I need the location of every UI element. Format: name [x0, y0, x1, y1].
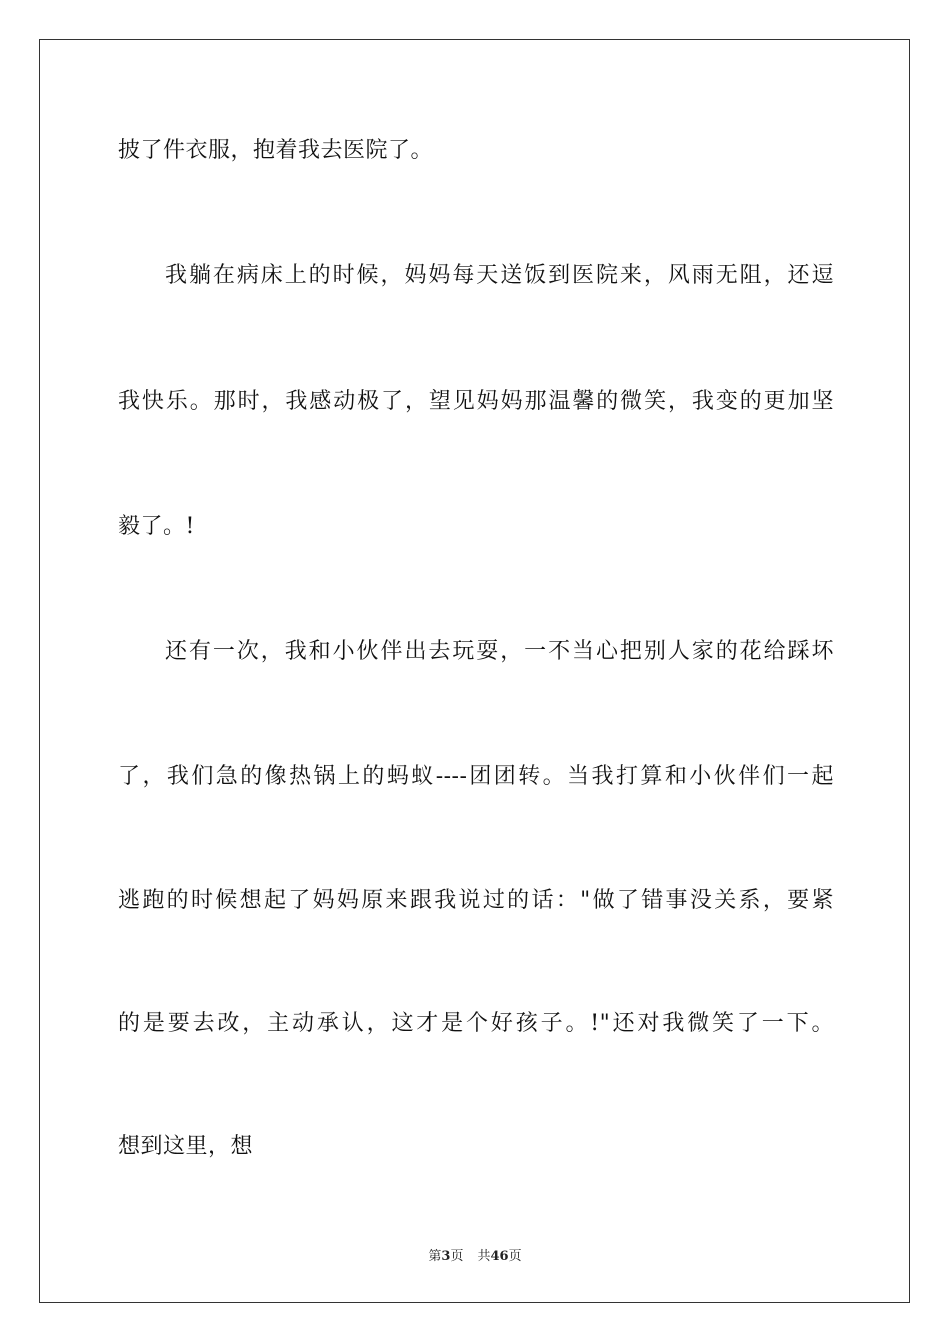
text-line-4: 毅了。!: [118, 514, 195, 539]
page-border: [39, 39, 910, 1303]
page-prefix: 第: [428, 1249, 442, 1264]
total-pages: 46: [490, 1249, 509, 1264]
text-line-6: 了，我们急的像热锅上的蚂蚁----团团转。当我打算和小伙伴们一起: [118, 764, 834, 789]
page-number: 3: [441, 1249, 451, 1264]
text-line-3: 我快乐。那时，我感动极了，望见妈妈那温馨的微笑，我变的更加坚: [118, 389, 834, 414]
text-line-9: 想到这里，想: [118, 1134, 254, 1159]
total-prefix: 共: [477, 1249, 491, 1264]
text-line-2: 我躺在病床上的时候，妈妈每天送饭到医院来，风雨无阻，还逗: [165, 263, 834, 288]
text-line-5: 还有一次，我和小伙伴出去玩耍，一不当心把别人家的花给踩坏: [165, 639, 834, 664]
page-footer: [0, 1248, 950, 1266]
total-suffix: 页: [508, 1249, 522, 1264]
text-line-1: 披了件衣服，抱着我去医院了。: [118, 138, 434, 163]
text-line-8: 的是要去改，主动承认，这才是个好孩子。!"还对我微笑了一下。: [118, 1011, 834, 1036]
text-line-7: 逃跑的时候想起了妈妈原来跟我说过的话："做了错事没关系，要紧: [118, 888, 834, 913]
page-suffix: 页: [450, 1249, 464, 1264]
